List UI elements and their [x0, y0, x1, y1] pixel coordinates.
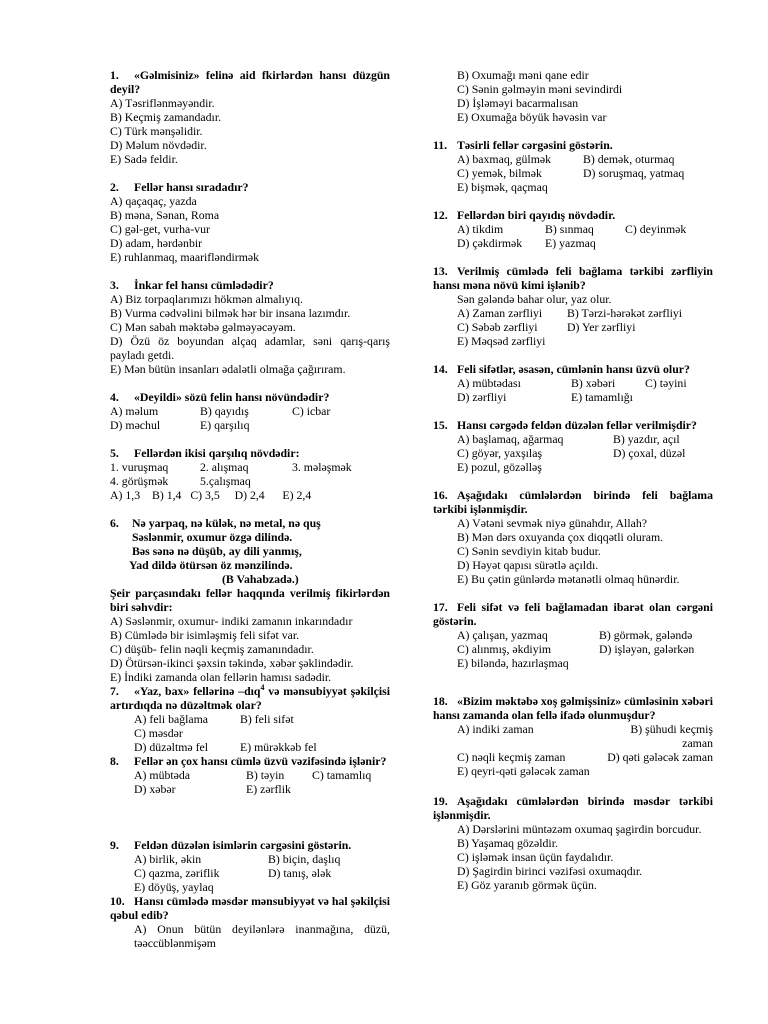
poem-line: Nə yarpaq, nə külək, nə metal, nə quş [132, 516, 321, 530]
question-number: 12. [433, 208, 448, 222]
option: E) Mən bütün insanları ədalətli olmağa çağırıram. [110, 362, 346, 376]
option: E) mürəkkəb fel [240, 740, 317, 754]
option: B) Keçmiş zamandadır. [110, 110, 222, 124]
question-17 [433, 600, 713, 670]
option: B) görmək, gələndə [599, 628, 693, 642]
options-grid [433, 376, 713, 404]
option: D) çoxal, düzəl [613, 446, 686, 460]
option: D) çəkdirmək [457, 236, 523, 250]
option: D) Ötürsən-ikinci şəxsin təkində, xəbər şəklindədir. [110, 656, 354, 670]
option: E) pozul, gözəlləş [457, 460, 542, 474]
question-number: 1. [110, 68, 119, 82]
question-text: Hansı cərgədə feldən düzələn fellər verilmişdir? [457, 418, 697, 432]
superscript: 4 [260, 683, 265, 693]
option: B) qayıdış [200, 404, 249, 418]
question-11 [433, 138, 713, 194]
question-number: 18. [433, 694, 448, 708]
poem-line: Yad dildə ötürsən öz mənzilində. [129, 558, 293, 572]
option: A) Vətəni sevmək niyə günahdır, Allah? [457, 516, 647, 530]
question-16 [433, 488, 713, 586]
question-19 [433, 794, 713, 892]
option: E) Sadə feldir. [110, 152, 178, 166]
option: E) yazmaq [545, 236, 596, 250]
question-9 [110, 838, 390, 894]
option: C) Sənin sevdiyin kitab budur. [457, 544, 601, 558]
question-1 [110, 68, 390, 166]
left-column [110, 68, 390, 964]
question-8 [110, 754, 390, 796]
option: C) işləmək insan üçün faydalıdır. [457, 850, 614, 864]
question-number: 2. [110, 180, 119, 194]
question-12 [433, 208, 713, 250]
option: A) Onun bütün deyilənlərə inanmağına, düzü, təəccüblənmişəm [134, 922, 390, 950]
item: 5.çalışmaq [200, 474, 251, 488]
option: E) 2,4 [282, 488, 312, 502]
question-text: Aşağıdakı cümlələrdən birində feli bağlama tərkibi işlənmişdir. [433, 488, 713, 516]
option: A) Təsriflənməyəndir. [110, 96, 215, 110]
option: C) 3,5 [190, 488, 220, 502]
option: C) Sənin gəlməyin məni sevindirdi [457, 82, 623, 96]
option: C) icbar [292, 404, 331, 418]
option: B) məna, Sənan, Roma [110, 208, 220, 222]
question-number: 19. [433, 794, 448, 808]
options-grid [433, 222, 713, 250]
poem [110, 516, 390, 586]
option: D) 2,4 [234, 488, 265, 502]
question-number: 9. [110, 838, 119, 852]
option: C) gəl-get, vurha-vur [110, 222, 210, 236]
question-number: 5. [110, 446, 119, 460]
question-10 [110, 894, 390, 950]
option: A) Dərslərini müntəzəm oxumaq şagirdin borcudur. [457, 822, 702, 836]
question-7 [110, 684, 390, 754]
option: E) zərflik [246, 782, 291, 796]
option: C) Türk mənşəlidir. [110, 124, 203, 138]
option: B) Tərzi-hərəkət zərfliyi [567, 306, 683, 320]
option: A) mübtədası [457, 376, 521, 390]
options-grid [433, 306, 713, 348]
option: A) məlum [110, 404, 159, 418]
option: D) Həyət qapısı sürətlə açıldı. [457, 558, 599, 572]
question-text: «Gəlmisiniz» felinə aid fkirlərdən hansı düzgün deyil? [110, 68, 390, 96]
option: D) xəbər [134, 782, 176, 796]
option: B) yazdır, açıl [613, 432, 680, 446]
right-column [433, 68, 713, 906]
question-text: Fellərdən ikisi qarşılıq növdədir: [134, 446, 300, 460]
options-grid [433, 432, 713, 474]
option: E) döyüş, yaylaq [134, 880, 214, 894]
option: E) Göz yaranıb görmək üçün. [457, 878, 597, 892]
options-grid [110, 712, 390, 754]
option: C) Səbəb zərfliyi [457, 320, 538, 334]
option: B) Cümlədə bir isimləşmiş feli sifət var. [110, 628, 300, 642]
question-number: 10. [110, 894, 125, 908]
option: D) Məlum növdədir. [110, 138, 207, 152]
option: D) soruşmaq, yatmaq [583, 166, 685, 180]
option: E) Oxumağa böyük həvəsin var [457, 110, 607, 124]
options-grid [110, 404, 390, 432]
options-grid [110, 852, 390, 894]
option: E) biləndə, hazırlaşmaq [457, 656, 569, 670]
question-number: 16. [433, 488, 448, 502]
option: A) indiki zaman [457, 722, 534, 736]
option: E) Məqsəd zərfliyi [457, 334, 546, 348]
option: A) tikdim [457, 222, 504, 236]
option: E) bişmək, qaçmaq [457, 180, 548, 194]
option: B) Vurma cədvəlini bilmək hər bir insana lazımdır. [110, 306, 351, 320]
question-text: Feli sifət və feli bağlamadan ibarət olan cərgəni göstərin. [433, 600, 713, 628]
question-text: «Deyildi» sözü felin hansı növündədir? [134, 390, 330, 404]
option: A) feli bağlama [134, 712, 209, 726]
item: 4. görüşmək [110, 474, 169, 488]
options-row [110, 488, 390, 502]
option: B) Mən dərs oxuyanda çox diqqətli oluram. [457, 530, 664, 544]
option: D) məchul [110, 418, 161, 432]
option: D) zərfliyi [457, 390, 507, 404]
poem-line: Səslənmir, oxumur özgə dilində. [132, 530, 293, 544]
question-text: Feldən düzələn isimlərin cərgəsini göstərin. [134, 838, 352, 852]
option: E) tamamlığı [571, 390, 633, 404]
option: A) qaçaqaç, yazda [110, 194, 197, 208]
option: C) qazma, zəriflik [134, 866, 220, 880]
question-10-continued [433, 68, 713, 124]
option: D) Yer zərfliyi [567, 320, 636, 334]
question-text: Fellər ən çox hansı cümlə üzvü vəzifəsində işlənir? [134, 754, 387, 768]
question-3 [110, 278, 390, 376]
option: B) sınmaq [545, 222, 594, 236]
option: A) birlik, əkin [134, 852, 202, 866]
option: B) 1,4 [151, 488, 182, 502]
question-number: 11. [433, 138, 448, 152]
question-text: Aşağıdakı cümlələrdən birində məsdər tərkibi işlənmişdir. [433, 794, 713, 822]
items-grid [110, 460, 390, 488]
option: A) başlamaq, ağarmaq [457, 432, 564, 446]
option: A) çalışan, yazmaq [457, 628, 548, 642]
question-4 [110, 390, 390, 432]
option: E) qarşılıq [200, 418, 250, 432]
option: D) Özü öz boyundan alçaq adamlar, səni qarış-qarış payladı getdi. [110, 334, 390, 362]
question-18 [433, 694, 713, 778]
question-5 [110, 446, 390, 502]
options-grid [433, 628, 713, 670]
question-text: «Yaz, bax» fellərinə –dıq [134, 684, 261, 698]
given-sentence: Sən gələndə bahar olur, yaz olur. [457, 292, 612, 306]
option: D) tanış, ələk [268, 866, 332, 880]
question-number: 4. [110, 390, 119, 404]
question-text-cont: və mənsubiyyət şəkilçisi artırdıqda nə düzəltmək olar? [110, 684, 390, 712]
question-text: Verilmiş cümlədə feli bağlama tərkibi zərfliyin hansı məna növü kimi işlənib? [433, 264, 713, 292]
option: A) mübtəda [134, 768, 191, 782]
option: C) düşüb- felin nəqli keçmiş zamanındadır. [110, 642, 314, 656]
option: C) Mən sabah məktəbə gəlməyəcəyəm. [110, 320, 296, 334]
option: C) məsdər [134, 726, 183, 740]
option: A) Zaman zərfliyi [457, 306, 543, 320]
poem-line: Bəs sənə nə düşüb, ay dili yanmış, [132, 544, 302, 558]
option: E) qeyri-qəti gələcək zaman [457, 764, 590, 778]
option: C) nəqli keçmiş zaman [457, 750, 566, 764]
option: C) göyər, yaxşılaş [457, 446, 543, 460]
option: C) alınmış, əkdiyim [457, 642, 552, 656]
item: 3. mələşmək [292, 460, 352, 474]
question-6 [110, 516, 390, 684]
question-2 [110, 180, 390, 264]
question-number: 7. [110, 684, 119, 698]
option: C) tamamlıq [312, 768, 372, 782]
option: B) Oxumağı məni qane edir [457, 68, 589, 82]
option: C) təyini [645, 376, 687, 390]
question-number: 8. [110, 754, 119, 768]
option: D) Şagirdin birinci vəzifəsi oxumaqdır. [457, 864, 643, 878]
options-grid [110, 768, 390, 796]
question-number: 15. [433, 418, 448, 432]
option: E) İndiki zamanda olan fellərin hamısı sadədir. [110, 670, 332, 684]
option: B) şühudi keçmiş zaman [630, 722, 713, 750]
option: B) təyin [246, 768, 285, 782]
option: D) qəti gələcək zaman [607, 750, 713, 764]
item: 2. alışmaq [200, 460, 249, 474]
option: B) feli sifət [240, 712, 294, 726]
option: B) Yaşamaq gözəldir. [457, 836, 558, 850]
option: B) xəbəri [571, 376, 616, 390]
option: C) deyinmək [625, 222, 687, 236]
option: B) demək, oturmaq [583, 152, 675, 166]
option: A) Səslənmir, oxumur- indiki zamanın inkarındadır [110, 614, 353, 628]
question-15 [433, 418, 713, 474]
options-grid [433, 152, 713, 194]
question-number: 17. [433, 600, 448, 614]
question-text: Təsirli fellər cərgəsini göstərin. [457, 138, 613, 152]
option: E) ruhlanmaq, maarifləndirmək [110, 250, 260, 264]
item: 1. vuruşmaq [110, 460, 169, 474]
option: E) Bu çətin günlərdə mətanətli olmaq hünərdir. [457, 572, 680, 586]
option: A) Biz torpaqlarımızı hökmən almalıyıq. [110, 292, 303, 306]
question-text: Şeir parçasındakı fellər haqqında verilmiş fikirlərdən biri səhvdir: [110, 586, 390, 614]
question-number: 13. [433, 264, 448, 278]
option: B) biçin, daşlıq [268, 852, 341, 866]
question-text: Hansı cümlədə məsdər mənsubiyyət və hal şəkilçisi qəbul edib? [110, 894, 390, 922]
question-text: Feli sifətlər, əsasən, cümlənin hansı üzvü olur? [457, 362, 690, 376]
question-number: 3. [110, 278, 119, 292]
option: D) düzəltmə fel [134, 740, 209, 754]
option: D) adam, hərdənbir [110, 236, 203, 250]
poem-author: (B Vahabzadə.) [222, 572, 299, 586]
option: D) İşləməyi bacarmalısan [457, 96, 579, 110]
option: A) 1,3 [110, 488, 141, 502]
question-14 [433, 362, 713, 404]
question-text: Fellər hansı sıradadır? [134, 180, 249, 194]
question-text: İnkar fel hansı cümlədədir? [134, 278, 274, 292]
option: C) yemək, bilmək [457, 166, 542, 180]
question-text: «Bizim məktəbə xoş gəlmişsiniz» cümləsinin xəbəri hansı zamanda olan fellə ifadə olunmuşdur? [433, 694, 713, 722]
option: A) baxmaq, gülmək [457, 152, 552, 166]
option: D) işləyən, gələrkən [599, 642, 695, 656]
question-text: Fellərdən biri qayıdış növdədir. [457, 208, 616, 222]
question-number: 6. [110, 516, 119, 530]
question-number: 14. [433, 362, 448, 376]
question-13 [433, 264, 713, 348]
